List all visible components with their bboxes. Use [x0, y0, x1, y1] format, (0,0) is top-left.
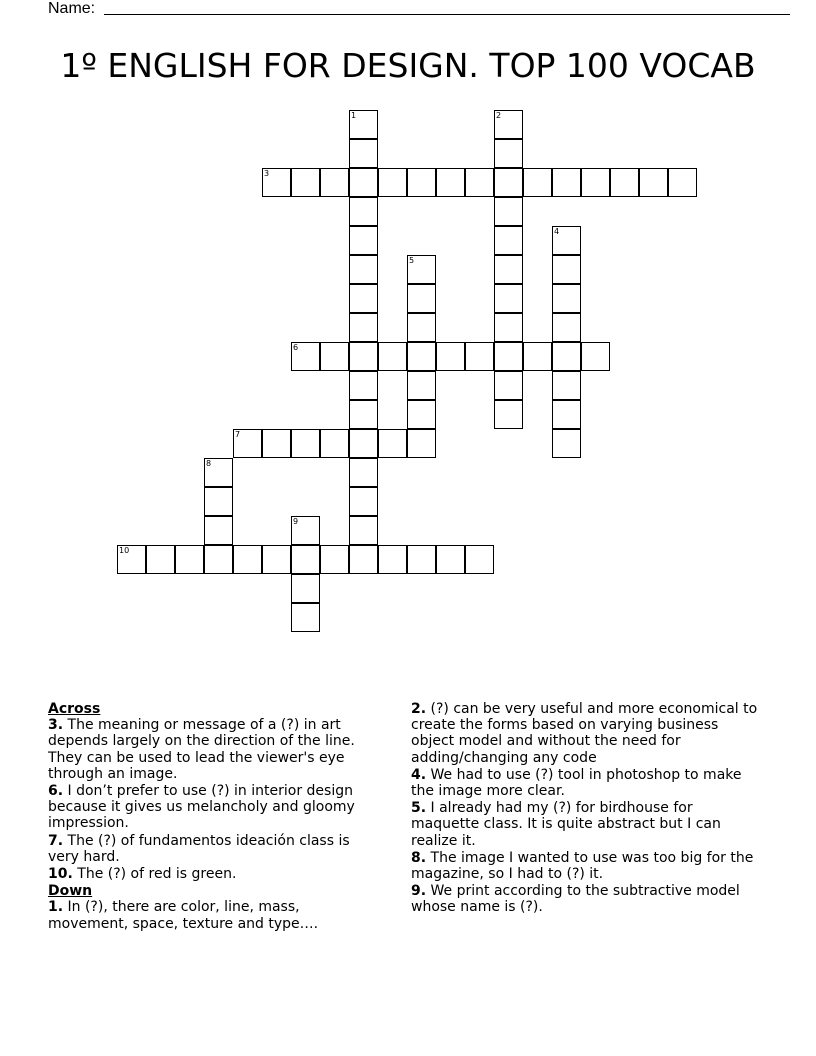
clue-number: 10. — [48, 866, 73, 883]
crossword-cell[interactable] — [349, 371, 378, 400]
crossword-cell[interactable] — [407, 313, 436, 342]
cell-number: 7 — [235, 430, 241, 439]
crossword-cell[interactable] — [291, 603, 320, 632]
crossword-cell[interactable] — [552, 429, 581, 458]
crossword-cell[interactable] — [494, 371, 523, 400]
crossword-cell[interactable] — [349, 255, 378, 284]
crossword-cell-5[interactable] — [407, 255, 436, 284]
crossword-cell[interactable] — [349, 197, 378, 226]
crossword-cell[interactable] — [378, 342, 407, 371]
crossword-cell[interactable] — [494, 313, 523, 342]
crossword-cell[interactable] — [552, 342, 581, 371]
crossword-cell[interactable] — [233, 545, 262, 574]
crossword-cell[interactable] — [407, 284, 436, 313]
crossword-cell-7[interactable] — [233, 429, 262, 458]
cell-number: 4 — [554, 227, 560, 236]
name-label: Name: — [48, 0, 96, 17]
crossword-cell[interactable] — [378, 429, 407, 458]
page-title: 1º ENGLISH FOR DESIGN. TOP 100 VOCAB — [60, 46, 756, 85]
crossword-cell[interactable] — [465, 545, 494, 574]
crossword-cell[interactable] — [349, 139, 378, 168]
crossword-cell[interactable] — [349, 226, 378, 255]
clue-text: We print according to the subtractive model whose name is (?). — [411, 883, 740, 916]
crossword-cell[interactable] — [494, 342, 523, 371]
cell-number: 10 — [119, 546, 130, 555]
crossword-cell[interactable] — [639, 168, 668, 197]
cell-number: 3 — [264, 169, 270, 178]
crossword-cell[interactable] — [349, 545, 378, 574]
down-heading: Down — [48, 883, 93, 900]
crossword-cell[interactable] — [146, 545, 175, 574]
crossword-cell[interactable] — [436, 545, 465, 574]
crossword-cell[interactable] — [407, 400, 436, 429]
cell-number: 5 — [409, 256, 415, 265]
crossword-cell[interactable] — [407, 429, 436, 458]
crossword-cell[interactable] — [320, 342, 349, 371]
crossword-cell[interactable] — [349, 429, 378, 458]
clue-across-3 — [48, 717, 380, 782]
crossword-cell[interactable] — [552, 400, 581, 429]
cell-number: 8 — [206, 459, 212, 468]
clue-across-7 — [48, 833, 380, 865]
crossword-cell[interactable] — [349, 168, 378, 197]
crossword-cell[interactable] — [204, 487, 233, 516]
clue-number: 9. — [411, 883, 427, 900]
clue-text: I already had my (?) for birdhouse for maquette class. It is quite abstract but I can realize it. — [411, 800, 721, 849]
clue-number: 3. — [48, 717, 64, 734]
clue-number: 6. — [48, 783, 64, 800]
crossword-cell[interactable] — [291, 429, 320, 458]
crossword-cell[interactable] — [407, 545, 436, 574]
crossword-cell[interactable] — [407, 371, 436, 400]
crossword-cell-1[interactable] — [349, 110, 378, 139]
cell-number: 9 — [293, 517, 299, 526]
across-heading: Across — [48, 701, 101, 717]
crossword-cell[interactable] — [581, 168, 610, 197]
crossword-cell-3[interactable] — [262, 168, 291, 197]
clue-text: (?) can be very useful and more economical to create the forms based on varying business object model and without the need for adding/changing any code — [411, 701, 758, 766]
clue-across-10 — [48, 866, 380, 882]
crossword-cell[interactable] — [523, 342, 552, 371]
crossword-cell-2[interactable] — [494, 110, 523, 139]
crossword-cell[interactable] — [320, 545, 349, 574]
clue-number: 1. — [48, 899, 64, 916]
clue-number: 4. — [411, 766, 427, 783]
crossword-cell[interactable] — [436, 168, 465, 197]
crossword-cell[interactable] — [291, 168, 320, 197]
crossword-cell[interactable] — [523, 168, 552, 197]
crossword-cell[interactable] — [378, 168, 407, 197]
crossword-cell[interactable] — [407, 168, 436, 197]
crossword-cell[interactable] — [552, 168, 581, 197]
clue-down-1 — [48, 899, 380, 931]
cell-number: 2 — [496, 111, 502, 120]
clue-text: The (?) of red is green. — [77, 866, 237, 883]
crossword-cell-6[interactable] — [291, 342, 320, 371]
crossword-cell[interactable] — [262, 429, 291, 458]
clue-text: The meaning or message of a (?) in art depends largely on the direction of the line. They can be used to lead the viewer's eye through an image. — [48, 717, 355, 782]
crossword-cell[interactable] — [552, 255, 581, 284]
crossword-cell[interactable] — [175, 545, 204, 574]
cell-number: 6 — [293, 343, 299, 352]
clue-text: In (?), there are color, line, mass, movement, space, texture and type…. — [48, 899, 319, 932]
clue-text: The image I wanted to use was too big for the magazine, so I had to (?) it. — [411, 849, 754, 883]
crossword-cell[interactable] — [494, 226, 523, 255]
clues-column-right — [411, 701, 761, 917]
crossword-cell[interactable] — [262, 545, 291, 574]
clue-down-2 — [411, 701, 761, 766]
crossword-cell[interactable] — [552, 371, 581, 400]
crossword-cell-4[interactable] — [552, 226, 581, 255]
crossword-cell[interactable] — [494, 255, 523, 284]
clues-column-left — [48, 701, 380, 933]
clue-down-4 — [411, 767, 761, 799]
crossword-cell[interactable] — [291, 574, 320, 603]
crossword-cell-8[interactable] — [204, 458, 233, 487]
clue-number: 5. — [411, 800, 427, 817]
crossword-cell[interactable] — [465, 342, 494, 371]
crossword-cell[interactable] — [349, 313, 378, 342]
clue-text: I don’t prefer to use (?) in interior design because it gives us melancholy and gloomy impression. — [48, 783, 355, 832]
crossword-cell[interactable] — [494, 284, 523, 313]
crossword-cell[interactable] — [291, 545, 320, 574]
crossword-cell[interactable] — [552, 284, 581, 313]
crossword-cell[interactable] — [320, 168, 349, 197]
crossword-cell[interactable] — [349, 400, 378, 429]
clue-down-5 — [411, 800, 761, 849]
crossword-cell[interactable] — [494, 139, 523, 168]
clue-text: We had to use (?) tool in photoshop to make the image more clear. — [411, 766, 742, 800]
crossword-cell[interactable] — [204, 545, 233, 574]
crossword-cell[interactable] — [668, 168, 697, 197]
clue-text: The (?) of fundamentos ideación class is very hard. — [48, 832, 350, 865]
clue-number: 8. — [411, 849, 427, 866]
crossword-cell[interactable] — [436, 342, 465, 371]
crossword-cell[interactable] — [349, 342, 378, 371]
crossword-cell[interactable] — [204, 516, 233, 545]
crossword-cell[interactable] — [494, 168, 523, 197]
crossword-cell[interactable] — [494, 400, 523, 429]
crossword-cell[interactable] — [349, 284, 378, 313]
crossword-cell[interactable] — [349, 458, 378, 487]
crossword-cell[interactable] — [320, 429, 349, 458]
crossword-cell[interactable] — [407, 342, 436, 371]
crossword-cell[interactable] — [378, 545, 407, 574]
crossword-cell-10[interactable] — [117, 545, 146, 574]
crossword-cell[interactable] — [465, 168, 494, 197]
crossword-cell[interactable] — [494, 197, 523, 226]
crossword-cell[interactable] — [610, 168, 639, 197]
clue-number: 7. — [48, 832, 64, 849]
crossword-cell[interactable] — [349, 516, 378, 545]
crossword-cell[interactable] — [552, 313, 581, 342]
clue-down-8 — [411, 850, 761, 882]
clue-down-9 — [411, 883, 761, 915]
crossword-cell[interactable] — [581, 342, 610, 371]
clue-number: 2. — [411, 701, 427, 717]
clue-across-6 — [48, 783, 380, 832]
crossword-cell[interactable] — [349, 487, 378, 516]
crossword-cell-9[interactable] — [291, 516, 320, 545]
cell-number: 1 — [351, 111, 357, 120]
